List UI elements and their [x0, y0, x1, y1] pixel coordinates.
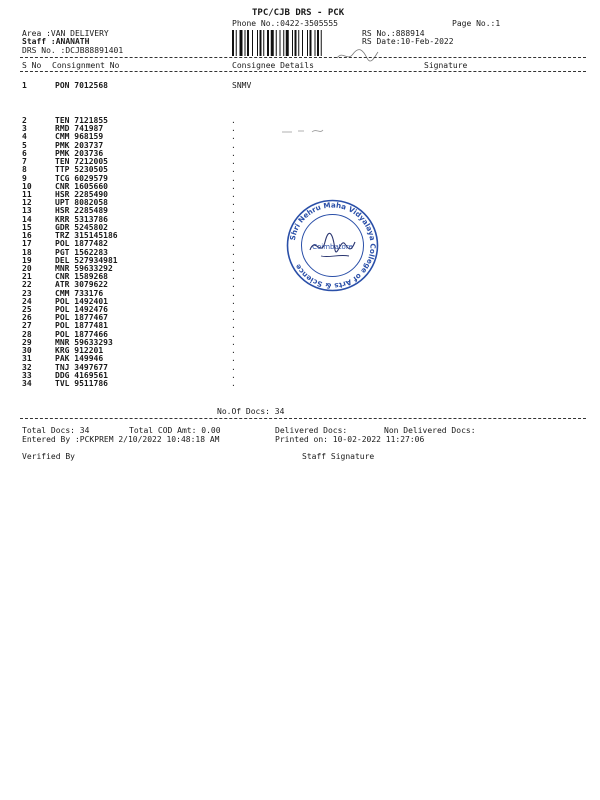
- row-consignment-no: MNR 59633292: [55, 263, 113, 273]
- row-sno: 19: [22, 255, 32, 265]
- row-sno: 9: [22, 173, 27, 183]
- row-sno: 24: [22, 296, 32, 306]
- consignee-placeholder-dot: .: [231, 321, 236, 331]
- first-row-consignment: PON 7012568: [55, 81, 108, 90]
- row-consignment-no: POL 1492401: [55, 296, 108, 306]
- row-consignment-no: CMM 968159: [55, 132, 104, 142]
- consignee-placeholder-dot: .: [231, 362, 236, 372]
- row-sno: 8: [22, 165, 27, 175]
- row-consignment-no: TEN 7121855: [55, 116, 108, 125]
- consignee-placeholder-dot: .: [231, 173, 236, 183]
- row-consignment-no: RMD 741987: [55, 124, 104, 134]
- consignee-placeholder-dot: .: [231, 157, 236, 167]
- row-consignment-no: CMM 733176: [55, 288, 104, 298]
- row-consignment-no: GDR 5245802: [55, 222, 108, 232]
- consignee-placeholder-dot: .: [231, 379, 236, 388]
- consignee-placeholder-dot: .: [231, 337, 236, 347]
- docs-count: No.Of Docs: 34: [217, 407, 285, 416]
- list-item: [22, 380, 282, 388]
- consignee-placeholder-dot: .: [231, 148, 236, 158]
- row-consignment-no: KRR 5313786: [55, 214, 108, 224]
- row-consignment-no: ATR 3079622: [55, 280, 108, 290]
- consignee-placeholder-dot: .: [231, 165, 236, 175]
- row-consignment-no: POL 1877481: [55, 321, 108, 331]
- barcode: [232, 30, 352, 56]
- row-consignment-no: TRZ 315145186: [55, 231, 118, 241]
- row-sno: 11: [22, 189, 32, 199]
- row-consignment-no: POL 1877466: [55, 329, 108, 339]
- row-consignment-no: MNR 59633293: [55, 337, 113, 347]
- entered-by: Entered By :PCKPREM 2/10/2022 10:48:18 AM: [22, 435, 220, 444]
- row-consignment-no: CNR 1589268: [55, 272, 108, 282]
- staff-label: Staff :ANANATH: [22, 37, 90, 46]
- row-consignment-no: TVL 9511786: [55, 379, 108, 388]
- staff-signature-label: Staff Signature: [302, 452, 375, 461]
- consignee-placeholder-dot: .: [231, 263, 236, 273]
- consignee-placeholder-dot: .: [231, 189, 236, 199]
- consignee-placeholder-dot: .: [231, 329, 236, 339]
- row-sno: 13: [22, 206, 32, 216]
- consignee-placeholder-dot: .: [231, 288, 236, 298]
- row-sno: 6: [22, 148, 27, 158]
- row-sno: 7: [22, 157, 27, 167]
- row-consignment-no: PMK 203736: [55, 148, 104, 158]
- row-sno: 5: [22, 140, 27, 150]
- consignee-placeholder-dot: .: [231, 239, 236, 249]
- row-consignment-no: HSR 2285489: [55, 206, 108, 216]
- header-divider-top: [20, 57, 586, 58]
- footer-divider: [20, 418, 586, 419]
- row-consignment-no: POL 1877467: [55, 313, 108, 323]
- first-row-consignee: SNMV: [232, 81, 252, 90]
- consignee-placeholder-dot: .: [231, 354, 236, 364]
- consignee-placeholder-dot: .: [231, 116, 236, 125]
- row-sno: 17: [22, 239, 32, 249]
- row-consignment-no: TCG 6029579: [55, 173, 108, 183]
- area-label: Area :VAN DELIVERY: [22, 29, 109, 38]
- row-consignment-no: HSR 2285490: [55, 189, 108, 199]
- row-sno: 22: [22, 280, 32, 290]
- pen-mark-small: [280, 126, 325, 136]
- row-sno: 18: [22, 247, 32, 257]
- col-consignee: Consignee Details: [232, 61, 314, 70]
- row-sno: 25: [22, 305, 32, 315]
- row-sno: 34: [22, 379, 32, 388]
- row-consignment-no: TTP 5230505: [55, 165, 108, 175]
- row-sno: 16: [22, 231, 32, 241]
- row-sno: 29: [22, 337, 32, 347]
- consignee-placeholder-dot: .: [231, 370, 236, 380]
- delivered-docs: Delivered Docs:: [275, 426, 348, 435]
- col-sno: S No: [22, 61, 42, 70]
- row-sno: 28: [22, 329, 32, 339]
- page-number: Page No.:1: [452, 19, 501, 28]
- row-consignment-no: PMK 203737: [55, 140, 104, 150]
- total-cod: Total COD Amt: 0.00: [129, 426, 221, 435]
- consignee-placeholder-dot: .: [231, 305, 236, 315]
- consignee-placeholder-dot: .: [231, 181, 236, 191]
- consignee-placeholder-dot: .: [231, 296, 236, 306]
- row-sno: 33: [22, 370, 32, 380]
- consignee-placeholder-dot: .: [231, 255, 236, 265]
- col-signature: Signature: [424, 61, 468, 70]
- row-consignment-no: CNR 1605660: [55, 181, 108, 191]
- row-consignment-no: KRG 912201: [55, 346, 104, 356]
- consignee-placeholder-dot: .: [231, 272, 236, 282]
- consignee-placeholder-dot: .: [231, 280, 236, 290]
- consignee-placeholder-dot: .: [231, 247, 236, 257]
- row-consignment-no: DDG 4169561: [55, 370, 108, 380]
- row-sno: 14: [22, 214, 32, 224]
- row-consignment-no: DEL 527934981: [55, 255, 118, 265]
- row-sno: 2: [22, 116, 27, 125]
- consignment-list: [22, 117, 282, 388]
- row-sno: 27: [22, 321, 32, 331]
- row-sno: 26: [22, 313, 32, 323]
- row-consignment-no: POL 1492476: [55, 305, 108, 315]
- row-consignment-no: PGT 1562283: [55, 247, 108, 257]
- consignee-placeholder-dot: .: [231, 206, 236, 216]
- col-consignment: Consignment No: [52, 61, 120, 70]
- consignee-placeholder-dot: .: [231, 313, 236, 323]
- row-sno: 31: [22, 354, 32, 364]
- row-consignment-no: TEN 7212005: [55, 157, 108, 167]
- consignee-placeholder-dot: .: [231, 346, 236, 356]
- rs-number: RS No.:888914: [362, 29, 425, 38]
- verified-by: Verified By: [22, 452, 75, 461]
- row-sno: 4: [22, 132, 27, 142]
- college-stamp: [285, 198, 380, 293]
- row-sno: 12: [22, 198, 32, 208]
- consignee-placeholder-dot: .: [231, 124, 236, 134]
- stamp-outer-text: Shri Nehru Maha Vidyalaya College of Arts & Science: [287, 200, 378, 291]
- pen-mark: [335, 46, 380, 64]
- first-row-sno: 1: [22, 81, 27, 90]
- row-sno: 15: [22, 222, 32, 232]
- header-divider-bottom: [20, 71, 586, 72]
- row-consignment-no: POL 1877482: [55, 239, 108, 249]
- row-sno: 3: [22, 124, 27, 134]
- phone-number: Phone No.:0422-3505555: [232, 19, 338, 28]
- consignee-placeholder-dot: .: [231, 140, 236, 150]
- row-sno: 32: [22, 362, 32, 372]
- total-docs: Total Docs: 34: [22, 426, 90, 435]
- row-consignment-no: TNJ 3497677: [55, 362, 108, 372]
- non-delivered-docs: Non Delivered Docs:: [384, 426, 476, 435]
- consignee-placeholder-dot: .: [231, 198, 236, 208]
- consignee-placeholder-dot: .: [231, 231, 236, 241]
- printed-on: Printed on: 10-02-2022 11:27:06: [275, 435, 425, 444]
- row-consignment-no: PAK 149946: [55, 354, 104, 364]
- drs-number: DRS No. :DCJB88891401: [22, 46, 124, 55]
- row-consignment-no: UPT 8082058: [55, 198, 108, 208]
- row-sno: 10: [22, 181, 32, 191]
- consignee-placeholder-dot: .: [231, 132, 236, 142]
- row-sno: 21: [22, 272, 32, 282]
- document-title: TPC/CJB DRS - PCK: [252, 8, 345, 18]
- rs-date: RS Date:10-Feb-2022: [362, 37, 454, 46]
- stamp-center-text: Coimbatore: [312, 243, 353, 251]
- consignee-placeholder-dot: .: [231, 214, 236, 224]
- row-sno: 20: [22, 263, 32, 273]
- row-sno: 30: [22, 346, 32, 356]
- row-sno: 23: [22, 288, 32, 298]
- consignee-placeholder-dot: .: [231, 222, 236, 232]
